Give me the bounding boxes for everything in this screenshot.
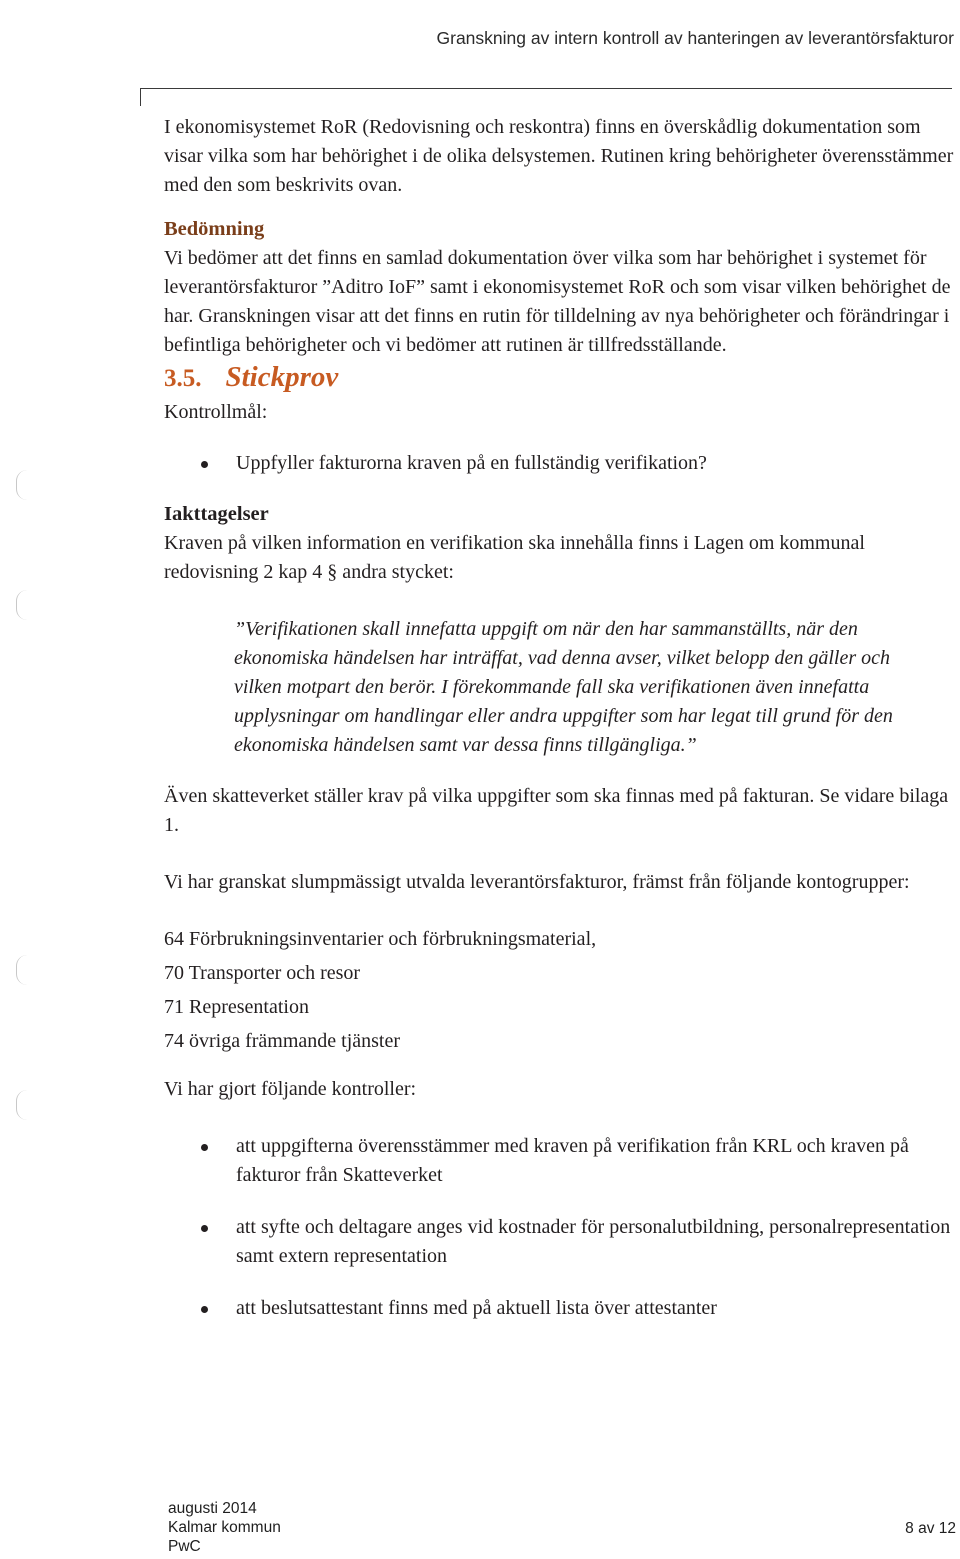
- list-item: 74 övriga främmande tjänster: [164, 1030, 401, 1052]
- margin-mark: [16, 470, 27, 500]
- margin-mark: [16, 590, 27, 620]
- list-item: 64 Förbrukningsinventarier och förbrukningsmaterial,: [164, 928, 597, 950]
- margin-mark: [16, 955, 27, 985]
- footer-organization: Kalmar kommun: [168, 1519, 281, 1536]
- footer-date: augusti 2014: [168, 1500, 257, 1517]
- list-item: att uppgifterna överensstämmer med kraven på verifikation från KRL och kraven på fakturor från Skatteverket: [236, 1132, 954, 1190]
- header-tick: [140, 88, 141, 106]
- sample-paragraph: Vi har granskat slumpmässigt utvalda leverantörsfakturor, främst från följande kontogrupper:: [164, 871, 910, 893]
- observations-heading: Iakttagelser: [164, 503, 269, 525]
- list-item: att beslutsattestant finns med på aktuell lista över attestanter: [236, 1294, 954, 1323]
- assessment-heading: Bedömning: [164, 218, 265, 240]
- control-label: Kontrollmål:: [164, 401, 268, 423]
- margin-mark: [16, 1090, 27, 1120]
- section-number: 3.5.: [164, 365, 202, 392]
- assessment-paragraph: Vi bedömer att det finns en samlad dokumentation över vilka som har behörighet i systemet för leverantörsfakturor ”Aditro IoF” samt i ekonomisystemet RoR och som visar vilken behörighet de har. Granskningen visar att det finns en rutin för tilldelning av nya behörigheter och förändringar i befintliga behörigheter och vi bedömer att rutinen är tillfredsställande.: [164, 247, 951, 356]
- header-rule: [140, 88, 952, 89]
- intro-paragraph: I ekonomisystemet RoR (Redovisning och reskontra) finns en överskådlig dokumentation som visar vilka som har behörighet i de olika delsystemen. Rutinen kring behörigheter överensstämmer med den som beskrivits ovan.: [164, 116, 954, 196]
- document-body: [164, 113, 954, 1346]
- page-number: 8 av 12: [905, 1520, 956, 1537]
- checks-intro: Vi har gjort följande kontroller:: [164, 1078, 417, 1100]
- checks-list: [164, 1132, 954, 1323]
- footer-firm: PwC: [168, 1538, 201, 1555]
- list-item: att syfte och deltagare anges vid kostnader för personalutbildning, personalrepresentation samt extern representation: [236, 1213, 954, 1271]
- law-quote: ”Verifikationen skall innefatta uppgift om när den har sammanställts, när den ekonomiska händelsen har inträffat, vad denna avser, vilket belopp den gäller och vilken motpart den berör. I förekommande fall ska verifikationen även innefatta upplysningar om handlingar eller andra uppgifter som har legat till grund för den ekonomiska händelsen samt var dessa finns tillgängliga.”: [234, 618, 893, 756]
- account-group-list: [164, 925, 954, 1056]
- list-item: 70 Transporter och resor: [164, 962, 361, 984]
- tax-paragraph: Även skatteverket ställer krav på vilka uppgifter som ska finnas med på fakturan. Se vidare bilaga 1.: [164, 785, 949, 836]
- list-item: 71 Representation: [164, 996, 309, 1018]
- section-title: Stickprov: [225, 361, 339, 393]
- control-list: [164, 449, 954, 478]
- list-item: Uppfyller fakturorna kraven på en fullständig verifikation?: [236, 449, 954, 478]
- page-header: Granskning av intern kontroll av hanteringen av leverantörsfakturor: [436, 28, 954, 48]
- page-footer: [168, 1499, 281, 1556]
- observations-paragraph: Kraven på vilken information en verifikation ska innehålla finns i Lagen om kommunal redovisning 2 kap 4 § andra stycket:: [164, 532, 865, 583]
- section-heading: [164, 360, 954, 396]
